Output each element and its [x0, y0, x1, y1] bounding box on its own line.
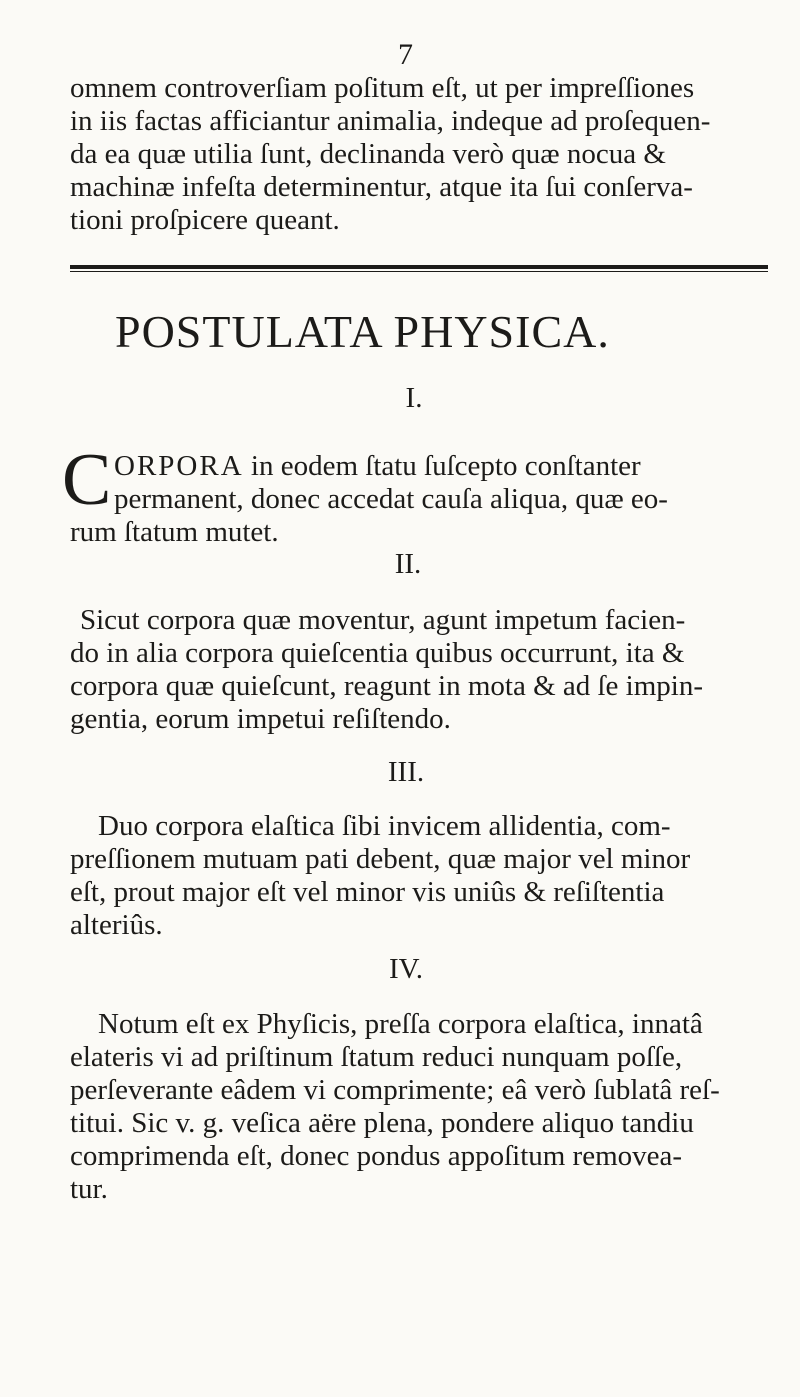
intro-paragraph: omnem controverſiam poſitum eſt, ut per impreſſiones in iis factas afficiantur animalia, indeque ad proſequen- da ea quæ utilia ſunt, declinanda verò quæ nocua & machinæ infeſta determinentur, atque ita ſui conſerva- tioni proſpicere queant.: [70, 72, 711, 236]
postulate-1-line-3: rum ſtatum mutet.: [70, 516, 279, 548]
section-heading: POSTULATA PHYSICA.: [115, 306, 610, 357]
section-divider: [70, 265, 768, 269]
section-divider-thin: [70, 271, 768, 272]
postulate-2-text: Sicut corpora quæ moventur, agunt impetum facien- do in alia corpora quieſcentia quibus occurrunt, ita & corpora quæ quieſcunt, reagunt in mota & ad ſe impin- gentia, eorum impetui reſiſtendo.: [70, 604, 704, 735]
postulate-1-first-word: ORPORA: [114, 450, 244, 482]
drop-cap-letter: C: [62, 439, 112, 521]
page-number: 7: [398, 38, 413, 71]
postulate-1-line-1-rest: in eodem ſtatu ſuſcepto conſtanter: [243, 450, 641, 482]
postulate-numeral-2: II.: [394, 548, 422, 580]
postulate-1-line-2: permanent, donec accedat cauſa aliqua, quæ eo-: [114, 483, 668, 515]
postulate-numeral-3: III.: [387, 756, 425, 788]
postulate-numeral-1: I.: [405, 382, 423, 414]
postulate-numeral-4: IV.: [388, 953, 424, 985]
postulate-3-text: Duo corpora elaſtica ſibi invicem allidentia, com- preſſionem mutuam pati debent, quæ major vel minor eſt, prout major eſt vel minor vis uniûs & reſiſtentia alteriûs.: [70, 810, 691, 941]
postulate-4-text: Notum eſt ex Phyſicis, preſſa corpora elaſtica, innatâ elateris vi ad priſtinum ſtatum reduci nunquam poſſe, perſeverante eâdem vi comprimente; eâ verò ſublatâ reſ- titui. Sic v. g. veſica aëre plena, pondere aliquo tandiu comprimenda eſt, donec pondus appoſitum removea- tur.: [70, 1008, 720, 1205]
postulate-1-line-1: [114, 450, 641, 483]
